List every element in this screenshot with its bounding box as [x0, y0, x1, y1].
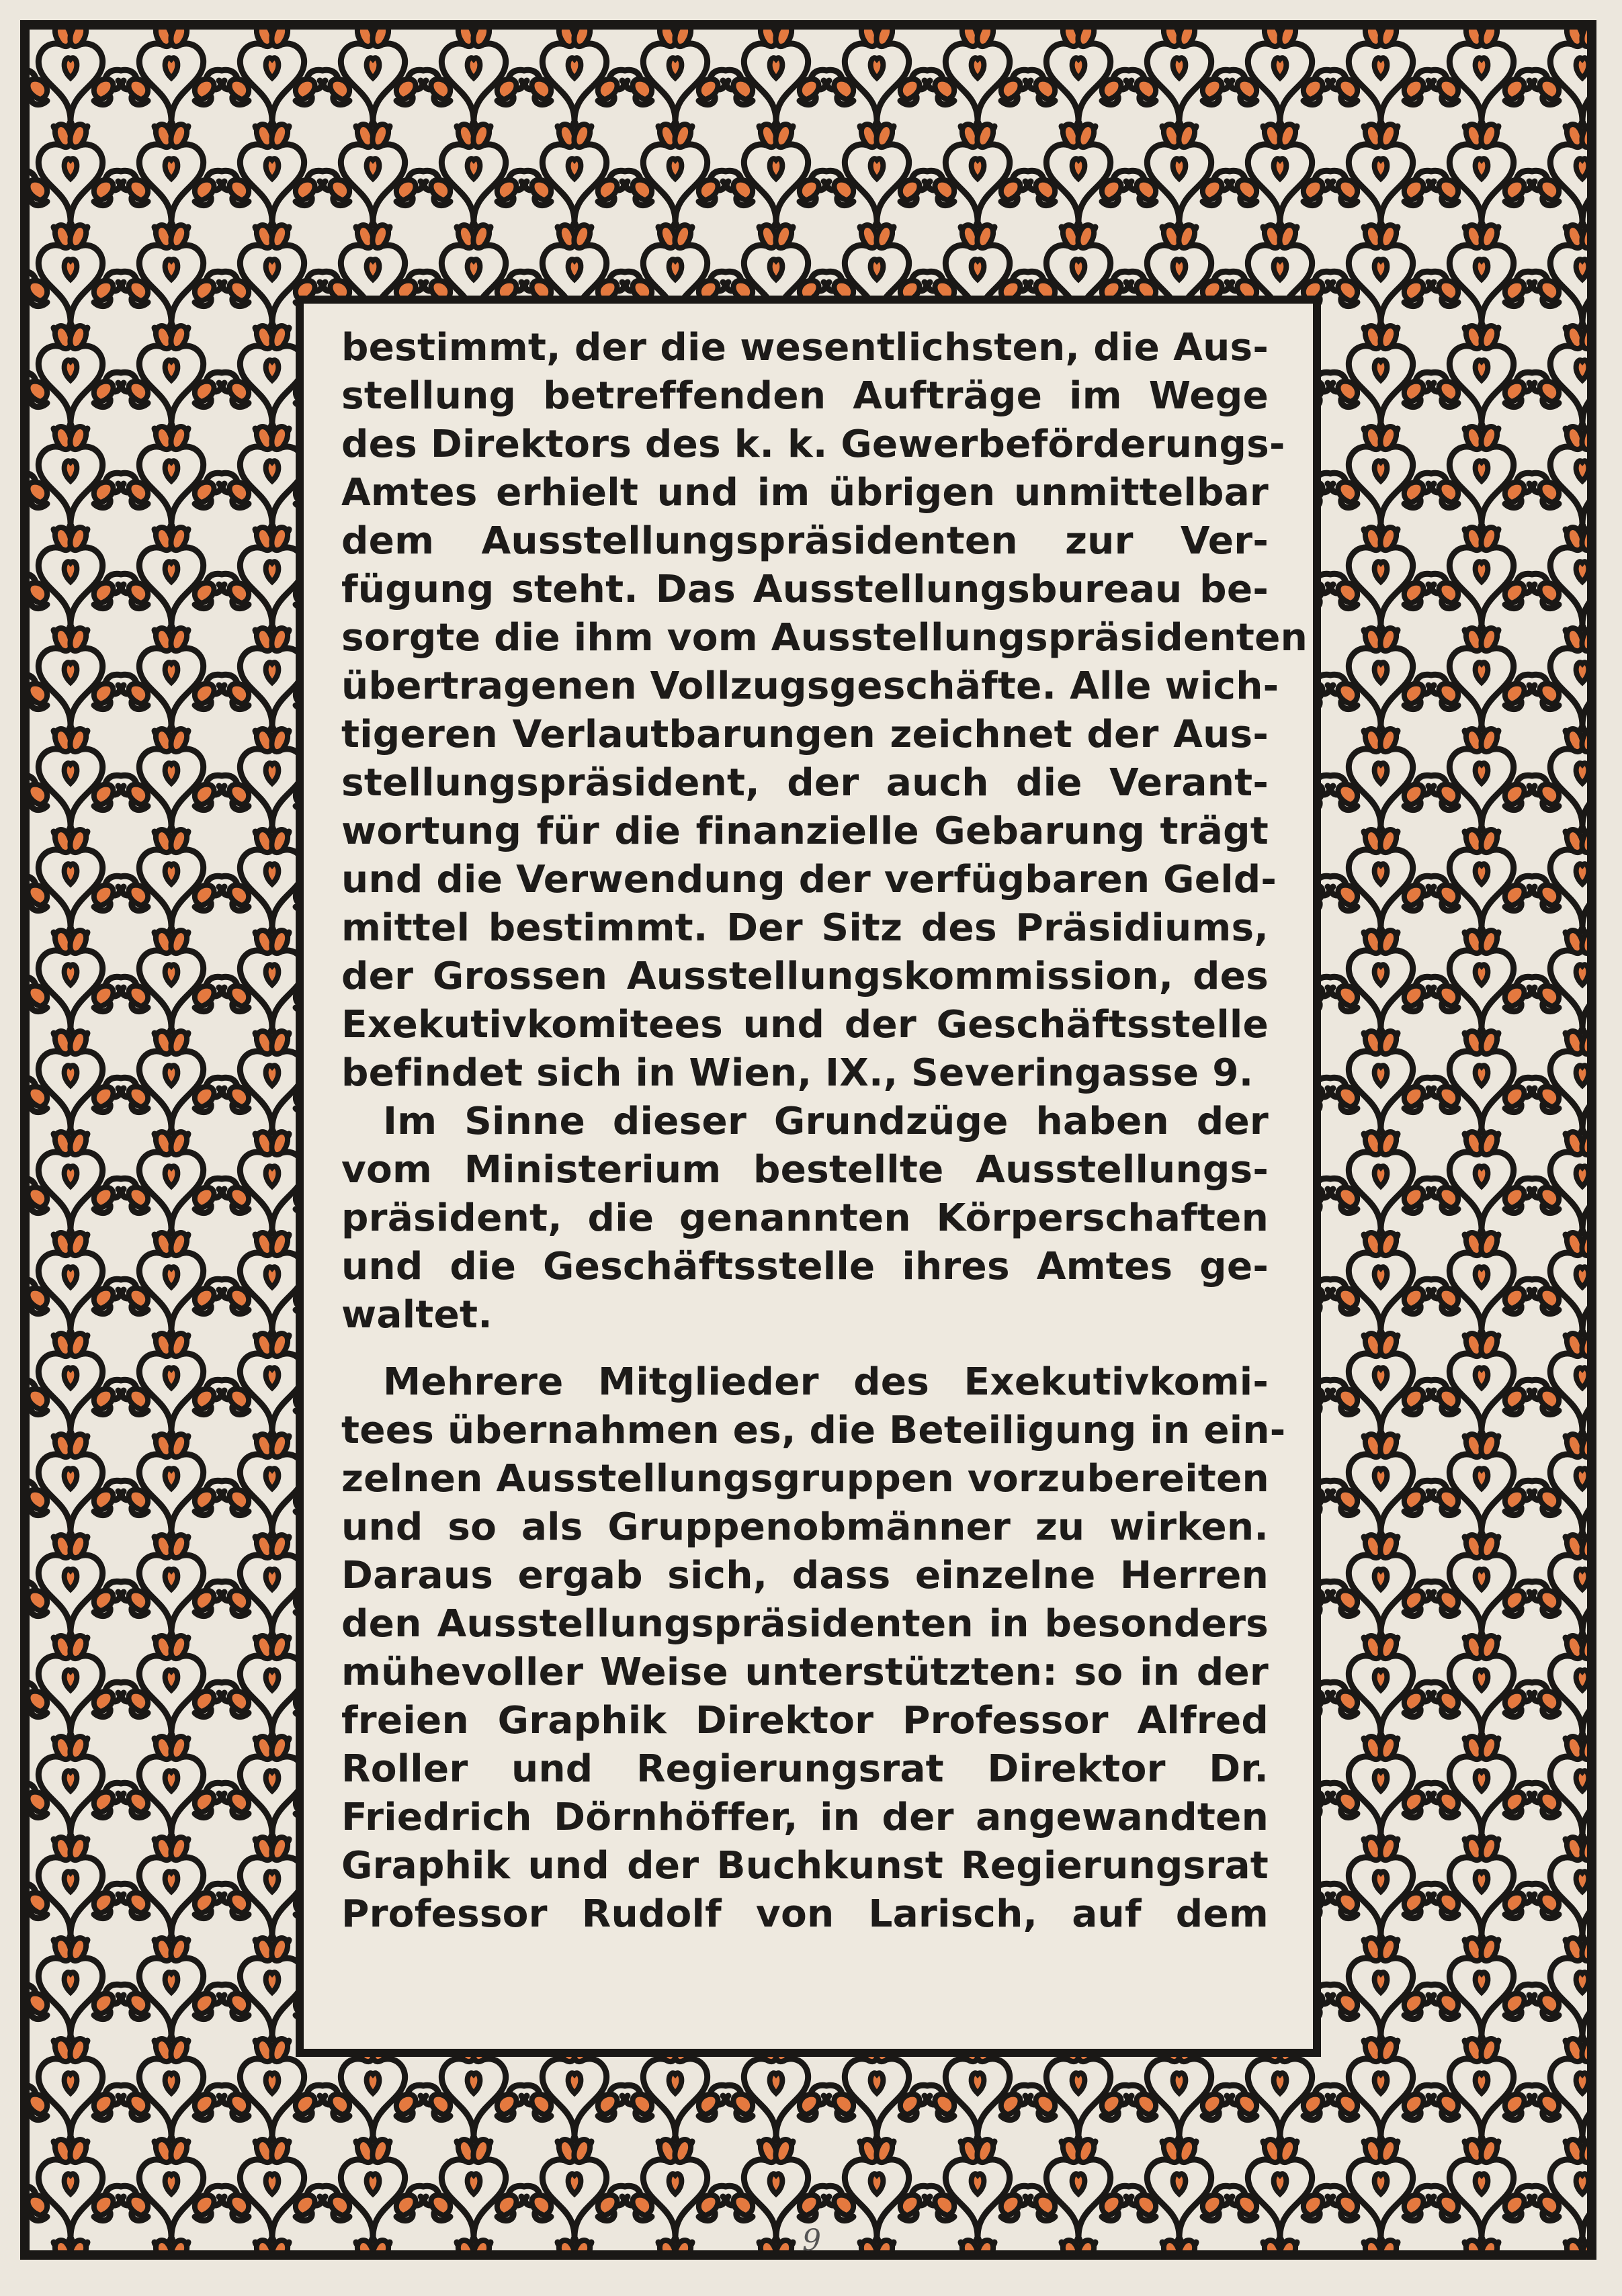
text-line: Exekutivkomitees und der Geschäftsstelle — [341, 1003, 1269, 1047]
text-line: wortung für die finanzielle Gebarung trägt — [341, 809, 1269, 853]
text-line: freien Graphik Direktor Professor Alfred — [341, 1699, 1269, 1742]
page-number: 9 — [802, 2223, 821, 2258]
text-line: mühevoller Weise unterstützten: so in der — [341, 1650, 1269, 1694]
text-line: präsident, die genannten Körperschaften — [341, 1196, 1269, 1240]
text-line: fügung steht. Das Ausstellungsbureau be- — [341, 568, 1269, 611]
text-line: dem Ausstellungspräsidenten zur Ver- — [341, 519, 1269, 563]
body-text — [341, 324, 1308, 1939]
text-line: befindet sich in Wien, IX., Severingasse 9. — [341, 1051, 1254, 1095]
text-line: bestimmt, der die wesentlichsten, die Aus- — [341, 326, 1269, 369]
text-line: und die Verwendung der verfügbaren Geld- — [341, 858, 1277, 901]
text-line: der Grossen Ausstellungskommission, des — [341, 955, 1269, 998]
text-line: sorgte die ihm vom Ausstellungspräsidenten — [341, 616, 1308, 660]
text-line: den Ausstellungspräsidenten in besonders — [341, 1602, 1269, 1646]
text-line: vom Ministerium bestellte Ausstellungs- — [341, 1148, 1269, 1192]
text-line: und die Geschäftsstelle ihres Amtes ge- — [341, 1245, 1269, 1288]
text-line: übertragenen Vollzugsgeschäfte. Alle wich- — [341, 664, 1279, 708]
text-line: Professor Rudolf von Larisch, auf dem — [341, 1892, 1269, 1936]
text-line: mittel bestimmt. Der Sitz des Präsidiums, — [341, 906, 1269, 950]
text-line: Amtes erhielt und im übrigen unmittelbar — [341, 471, 1269, 515]
text-line: Friedrich Dörnhöffer, in der angewandten — [341, 1796, 1269, 1839]
text-line: zelnen Ausstellungsgruppen vorzubereiten — [341, 1457, 1269, 1501]
text-line: Im Sinne dieser Grundzüge haben der — [383, 1100, 1269, 1143]
text-line: waltet. — [341, 1293, 493, 1337]
text-line: Roller und Regierungsrat Direktor Dr. — [341, 1747, 1269, 1791]
text-line: tees übernahmen es, die Beteiligung in ein- — [341, 1409, 1286, 1452]
text-line: und so als Gruppenobmänner zu wirken. — [341, 1505, 1269, 1549]
text-line: des Direktors des k. k. Gewerbeförderungs- — [341, 423, 1285, 466]
text-line: Graphik und der Buchkunst Regierungsrat — [341, 1844, 1269, 1888]
text-line: Daraus ergab sich, dass einzelne Herren — [341, 1554, 1269, 1597]
paragraph-gap — [341, 1339, 1269, 1358]
text-line: Mehrere Mitglieder des Exekutivkomi- — [383, 1360, 1269, 1404]
text-line: stellungspräsident, der auch die Verant- — [341, 761, 1269, 805]
text-line: stellung betreffenden Aufträge im Wege — [341, 374, 1269, 418]
text-line: tigeren Verlautbarungen zeichnet der Aus- — [341, 713, 1269, 756]
